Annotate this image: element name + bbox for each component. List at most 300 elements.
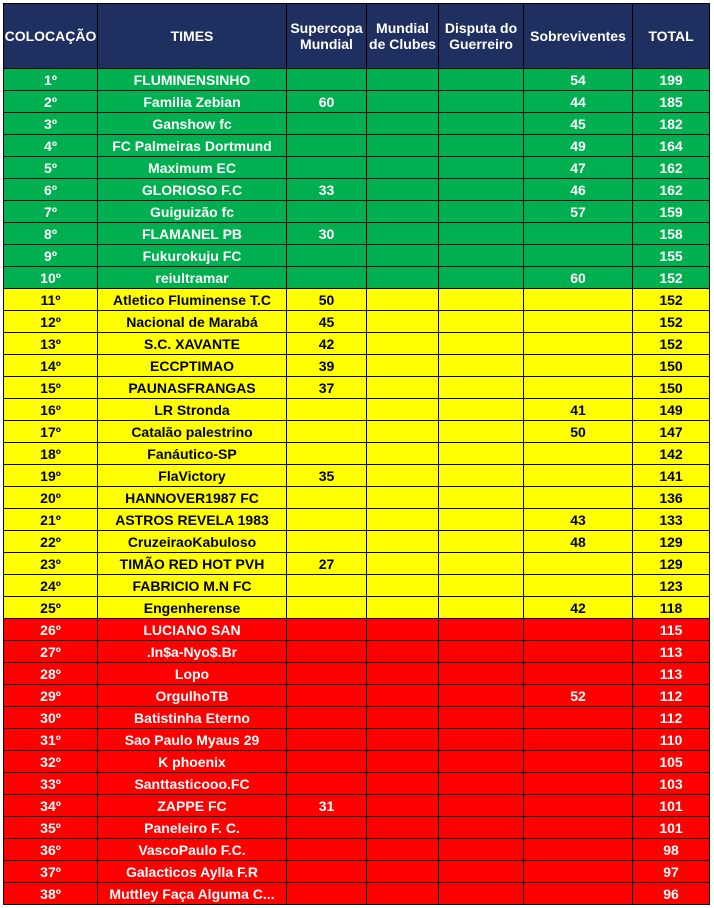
supercopa-cell — [287, 157, 367, 179]
table-row — [4, 729, 710, 751]
position-cell: 1º — [4, 69, 98, 91]
total-cell: 162 — [633, 179, 710, 201]
table-row — [4, 795, 710, 817]
mundial-cell — [367, 421, 439, 443]
supercopa-cell — [287, 201, 367, 223]
disputa-cell — [439, 267, 524, 289]
supercopa-cell — [287, 597, 367, 619]
supercopa-cell — [287, 707, 367, 729]
table-row — [4, 597, 710, 619]
table-row — [4, 817, 710, 839]
table-row — [4, 553, 710, 575]
table-row — [4, 861, 710, 883]
table-row — [4, 465, 710, 487]
position-cell: 36º — [4, 839, 98, 861]
disputa-cell — [439, 223, 524, 245]
mundial-cell — [367, 91, 439, 113]
position-cell: 33º — [4, 773, 98, 795]
mundial-cell — [367, 685, 439, 707]
disputa-cell — [439, 861, 524, 883]
mundial-cell — [367, 245, 439, 267]
sobreviventes-cell: 52 — [524, 685, 633, 707]
supercopa-cell — [287, 575, 367, 597]
sobreviventes-cell: 49 — [524, 135, 633, 157]
mundial-cell — [367, 113, 439, 135]
table-row — [4, 487, 710, 509]
table-row — [4, 751, 710, 773]
disputa-cell — [439, 399, 524, 421]
disputa-cell — [439, 443, 524, 465]
disputa-cell — [439, 575, 524, 597]
team-name-cell: reiultramar — [98, 267, 287, 289]
total-cell: 155 — [633, 245, 710, 267]
sobreviventes-cell: 42 — [524, 597, 633, 619]
mundial-cell — [367, 817, 439, 839]
supercopa-cell: 35 — [287, 465, 367, 487]
total-cell: 162 — [633, 157, 710, 179]
team-name-cell: TIMÃO RED HOT PVH — [98, 553, 287, 575]
sobreviventes-cell — [524, 575, 633, 597]
total-cell: 152 — [633, 289, 710, 311]
total-cell: 98 — [633, 839, 710, 861]
standings-table — [3, 3, 710, 905]
supercopa-cell — [287, 443, 367, 465]
sobreviventes-cell — [524, 487, 633, 509]
table-row — [4, 509, 710, 531]
sobreviventes-cell: 46 — [524, 179, 633, 201]
disputa-cell — [439, 69, 524, 91]
total-cell: 123 — [633, 575, 710, 597]
table-row — [4, 839, 710, 861]
supercopa-cell — [287, 69, 367, 91]
team-name-cell: Familia Zebian — [98, 91, 287, 113]
sobreviventes-cell: 44 — [524, 91, 633, 113]
disputa-cell — [439, 487, 524, 509]
team-name-cell: Fukurokuju FC — [98, 245, 287, 267]
supercopa-cell — [287, 641, 367, 663]
mundial-cell — [367, 729, 439, 751]
sobreviventes-cell — [524, 839, 633, 861]
table-row — [4, 773, 710, 795]
sobreviventes-cell: 54 — [524, 69, 633, 91]
position-cell: 20º — [4, 487, 98, 509]
total-cell: 164 — [633, 135, 710, 157]
supercopa-cell — [287, 861, 367, 883]
supercopa-cell: 60 — [287, 91, 367, 113]
total-cell: 101 — [633, 795, 710, 817]
position-cell: 16º — [4, 399, 98, 421]
table-row — [4, 311, 710, 333]
sobreviventes-cell: 43 — [524, 509, 633, 531]
mundial-cell — [367, 619, 439, 641]
sobreviventes-cell — [524, 311, 633, 333]
mundial-cell — [367, 795, 439, 817]
position-cell: 37º — [4, 861, 98, 883]
mundial-cell — [367, 509, 439, 531]
sobreviventes-cell — [524, 751, 633, 773]
supercopa-cell — [287, 421, 367, 443]
team-name-cell: HANNOVER1987 FC — [98, 487, 287, 509]
disputa-cell — [439, 817, 524, 839]
mundial-cell — [367, 69, 439, 91]
position-cell: 24º — [4, 575, 98, 597]
team-name-cell: ASTROS REVELA 1983 — [98, 509, 287, 531]
disputa-cell — [439, 839, 524, 861]
mundial-cell — [367, 531, 439, 553]
supercopa-cell — [287, 487, 367, 509]
team-name-cell: Santtasticooo.FC — [98, 773, 287, 795]
table-row — [4, 641, 710, 663]
sobreviventes-cell — [524, 245, 633, 267]
supercopa-cell: 27 — [287, 553, 367, 575]
position-cell: 8º — [4, 223, 98, 245]
table-row — [4, 421, 710, 443]
disputa-cell — [439, 509, 524, 531]
disputa-cell — [439, 333, 524, 355]
position-cell: 2º — [4, 91, 98, 113]
team-name-cell: FABRICIO M.N FC — [98, 575, 287, 597]
mundial-cell — [367, 553, 439, 575]
total-cell: 133 — [633, 509, 710, 531]
team-name-cell: FLAMANEL PB — [98, 223, 287, 245]
total-cell: 152 — [633, 267, 710, 289]
mundial-cell — [367, 861, 439, 883]
position-cell: 25º — [4, 597, 98, 619]
position-cell: 3º — [4, 113, 98, 135]
header-sobreviventes: Sobreviventes — [524, 4, 633, 69]
table-row — [4, 157, 710, 179]
team-name-cell: Maximum EC — [98, 157, 287, 179]
table-row — [4, 69, 710, 91]
mundial-cell — [367, 883, 439, 905]
mundial-cell — [367, 465, 439, 487]
position-cell: 18º — [4, 443, 98, 465]
table-row — [4, 201, 710, 223]
table-row — [4, 663, 710, 685]
mundial-cell — [367, 179, 439, 201]
supercopa-cell — [287, 399, 367, 421]
table-row — [4, 179, 710, 201]
total-cell: 115 — [633, 619, 710, 641]
mundial-cell — [367, 201, 439, 223]
position-cell: 26º — [4, 619, 98, 641]
disputa-cell — [439, 685, 524, 707]
sobreviventes-cell — [524, 729, 633, 751]
team-name-cell: CruzeiraoKabuloso — [98, 531, 287, 553]
header-total: TOTAL — [633, 4, 710, 69]
team-name-cell: LUCIANO SAN — [98, 619, 287, 641]
supercopa-cell: 42 — [287, 333, 367, 355]
disputa-cell — [439, 311, 524, 333]
position-cell: 38º — [4, 883, 98, 905]
team-name-cell: Lopo — [98, 663, 287, 685]
mundial-cell — [367, 333, 439, 355]
disputa-cell — [439, 465, 524, 487]
sobreviventes-cell — [524, 355, 633, 377]
header-disputa: Disputa do Guerreiro — [439, 4, 524, 69]
supercopa-cell — [287, 817, 367, 839]
table-row — [4, 531, 710, 553]
table-row — [4, 113, 710, 135]
sobreviventes-cell — [524, 795, 633, 817]
team-name-cell: FC Palmeiras Dortmund — [98, 135, 287, 157]
sobreviventes-cell: 57 — [524, 201, 633, 223]
team-name-cell: VascoPaulo F.C. — [98, 839, 287, 861]
disputa-cell — [439, 619, 524, 641]
total-cell: 97 — [633, 861, 710, 883]
total-cell: 149 — [633, 399, 710, 421]
disputa-cell — [439, 663, 524, 685]
total-cell: 136 — [633, 487, 710, 509]
mundial-cell — [367, 707, 439, 729]
supercopa-cell — [287, 509, 367, 531]
total-cell: 105 — [633, 751, 710, 773]
position-cell: 31º — [4, 729, 98, 751]
team-name-cell: LR Stronda — [98, 399, 287, 421]
team-name-cell: Galacticos Aylla F.R — [98, 861, 287, 883]
disputa-cell — [439, 377, 524, 399]
total-cell: 129 — [633, 553, 710, 575]
total-cell: 112 — [633, 707, 710, 729]
total-cell: 150 — [633, 355, 710, 377]
disputa-cell — [439, 531, 524, 553]
table-row — [4, 707, 710, 729]
position-cell: 9º — [4, 245, 98, 267]
sobreviventes-cell — [524, 465, 633, 487]
table-row — [4, 883, 710, 905]
table-row — [4, 355, 710, 377]
sobreviventes-cell: 48 — [524, 531, 633, 553]
mundial-cell — [367, 663, 439, 685]
position-cell: 7º — [4, 201, 98, 223]
mundial-cell — [367, 597, 439, 619]
position-cell: 32º — [4, 751, 98, 773]
total-cell: 110 — [633, 729, 710, 751]
total-cell: 103 — [633, 773, 710, 795]
team-name-cell: ZAPPE FC — [98, 795, 287, 817]
total-cell: 185 — [633, 91, 710, 113]
supercopa-cell: 45 — [287, 311, 367, 333]
team-name-cell: OrgulhoTB — [98, 685, 287, 707]
table-row — [4, 223, 710, 245]
mundial-cell — [367, 839, 439, 861]
team-name-cell: Fanáutico-SP — [98, 443, 287, 465]
header-row — [4, 4, 710, 69]
mundial-cell — [367, 399, 439, 421]
mundial-cell — [367, 355, 439, 377]
position-cell: 11º — [4, 289, 98, 311]
supercopa-cell — [287, 839, 367, 861]
position-cell: 30º — [4, 707, 98, 729]
mundial-cell — [367, 223, 439, 245]
total-cell: 118 — [633, 597, 710, 619]
disputa-cell — [439, 135, 524, 157]
team-name-cell: GLORIOSO F.C — [98, 179, 287, 201]
team-name-cell: S.C. XAVANTE — [98, 333, 287, 355]
disputa-cell — [439, 597, 524, 619]
sobreviventes-cell — [524, 773, 633, 795]
sobreviventes-cell — [524, 883, 633, 905]
header-mundial: Mundial de Clubes — [367, 4, 439, 69]
disputa-cell — [439, 157, 524, 179]
total-cell: 158 — [633, 223, 710, 245]
header-team: TIMES — [98, 4, 287, 69]
team-name-cell: PAUNASFRANGAS — [98, 377, 287, 399]
table-row — [4, 443, 710, 465]
disputa-cell — [439, 113, 524, 135]
mundial-cell — [367, 443, 439, 465]
position-cell: 10º — [4, 267, 98, 289]
table-row — [4, 399, 710, 421]
sobreviventes-cell — [524, 817, 633, 839]
total-cell: 152 — [633, 311, 710, 333]
supercopa-cell — [287, 883, 367, 905]
supercopa-cell — [287, 267, 367, 289]
sobreviventes-cell — [524, 619, 633, 641]
table-row — [4, 245, 710, 267]
header-supercopa: Supercopa Mundial — [287, 4, 367, 69]
position-cell: 12º — [4, 311, 98, 333]
supercopa-cell — [287, 135, 367, 157]
team-name-cell: FLUMINENSINHO — [98, 69, 287, 91]
team-name-cell: K phoenix — [98, 751, 287, 773]
sobreviventes-cell — [524, 377, 633, 399]
position-cell: 13º — [4, 333, 98, 355]
total-cell: 113 — [633, 663, 710, 685]
supercopa-cell: 30 — [287, 223, 367, 245]
position-cell: 34º — [4, 795, 98, 817]
supercopa-cell — [287, 685, 367, 707]
disputa-cell — [439, 751, 524, 773]
supercopa-cell — [287, 619, 367, 641]
supercopa-cell — [287, 531, 367, 553]
disputa-cell — [439, 355, 524, 377]
team-name-cell: FlaVictory — [98, 465, 287, 487]
mundial-cell — [367, 311, 439, 333]
supercopa-cell — [287, 729, 367, 751]
sobreviventes-cell — [524, 333, 633, 355]
position-cell: 22º — [4, 531, 98, 553]
sobreviventes-cell — [524, 289, 633, 311]
total-cell: 152 — [633, 333, 710, 355]
disputa-cell — [439, 421, 524, 443]
total-cell: 147 — [633, 421, 710, 443]
mundial-cell — [367, 157, 439, 179]
team-name-cell: Catalão palestrino — [98, 421, 287, 443]
total-cell: 112 — [633, 685, 710, 707]
position-cell: 5º — [4, 157, 98, 179]
team-name-cell: Paneleiro F. C. — [98, 817, 287, 839]
mundial-cell — [367, 267, 439, 289]
total-cell: 159 — [633, 201, 710, 223]
sobreviventes-cell — [524, 707, 633, 729]
total-cell: 199 — [633, 69, 710, 91]
disputa-cell — [439, 707, 524, 729]
disputa-cell — [439, 245, 524, 267]
total-cell: 142 — [633, 443, 710, 465]
total-cell: 113 — [633, 641, 710, 663]
table-row — [4, 685, 710, 707]
standings-body — [4, 69, 710, 905]
disputa-cell — [439, 641, 524, 663]
disputa-cell — [439, 553, 524, 575]
disputa-cell — [439, 773, 524, 795]
supercopa-cell: 37 — [287, 377, 367, 399]
position-cell: 19º — [4, 465, 98, 487]
sobreviventes-cell — [524, 223, 633, 245]
total-cell: 101 — [633, 817, 710, 839]
table-row — [4, 619, 710, 641]
header-position: COLOCAÇÃO — [4, 4, 98, 69]
supercopa-cell — [287, 663, 367, 685]
team-name-cell: Batistinha Eterno — [98, 707, 287, 729]
team-name-cell: Sao Paulo Myaus 29 — [98, 729, 287, 751]
supercopa-cell — [287, 773, 367, 795]
position-cell: 35º — [4, 817, 98, 839]
team-name-cell: Guiguizão fc — [98, 201, 287, 223]
mundial-cell — [367, 641, 439, 663]
mundial-cell — [367, 135, 439, 157]
table-row — [4, 91, 710, 113]
table-row — [4, 135, 710, 157]
total-cell: 96 — [633, 883, 710, 905]
position-cell: 17º — [4, 421, 98, 443]
mundial-cell — [367, 377, 439, 399]
mundial-cell — [367, 289, 439, 311]
disputa-cell — [439, 289, 524, 311]
position-cell: 15º — [4, 377, 98, 399]
total-cell: 141 — [633, 465, 710, 487]
sobreviventes-cell: 50 — [524, 421, 633, 443]
position-cell: 23º — [4, 553, 98, 575]
mundial-cell — [367, 751, 439, 773]
supercopa-cell — [287, 751, 367, 773]
sobreviventes-cell — [524, 553, 633, 575]
table-row — [4, 289, 710, 311]
disputa-cell — [439, 883, 524, 905]
team-name-cell: Nacional de Marabá — [98, 311, 287, 333]
sobreviventes-cell — [524, 443, 633, 465]
table-row — [4, 333, 710, 355]
total-cell: 129 — [633, 531, 710, 553]
position-cell: 29º — [4, 685, 98, 707]
team-name-cell: .In$a-Nyo$.Br — [98, 641, 287, 663]
total-cell: 182 — [633, 113, 710, 135]
position-cell: 4º — [4, 135, 98, 157]
team-name-cell: Muttley Faça Alguma C... — [98, 883, 287, 905]
position-cell: 6º — [4, 179, 98, 201]
team-name-cell: Atletico Fluminense T.C — [98, 289, 287, 311]
position-cell: 28º — [4, 663, 98, 685]
team-name-cell: ECCPTIMAO — [98, 355, 287, 377]
disputa-cell — [439, 91, 524, 113]
supercopa-cell — [287, 113, 367, 135]
table-row — [4, 267, 710, 289]
sobreviventes-cell: 45 — [524, 113, 633, 135]
disputa-cell — [439, 201, 524, 223]
table-row — [4, 575, 710, 597]
sobreviventes-cell: 41 — [524, 399, 633, 421]
supercopa-cell — [287, 245, 367, 267]
team-name-cell: Ganshow fc — [98, 113, 287, 135]
sobreviventes-cell — [524, 663, 633, 685]
supercopa-cell: 33 — [287, 179, 367, 201]
table-row — [4, 377, 710, 399]
team-name-cell: Engenherense — [98, 597, 287, 619]
position-cell: 14º — [4, 355, 98, 377]
disputa-cell — [439, 179, 524, 201]
disputa-cell — [439, 795, 524, 817]
